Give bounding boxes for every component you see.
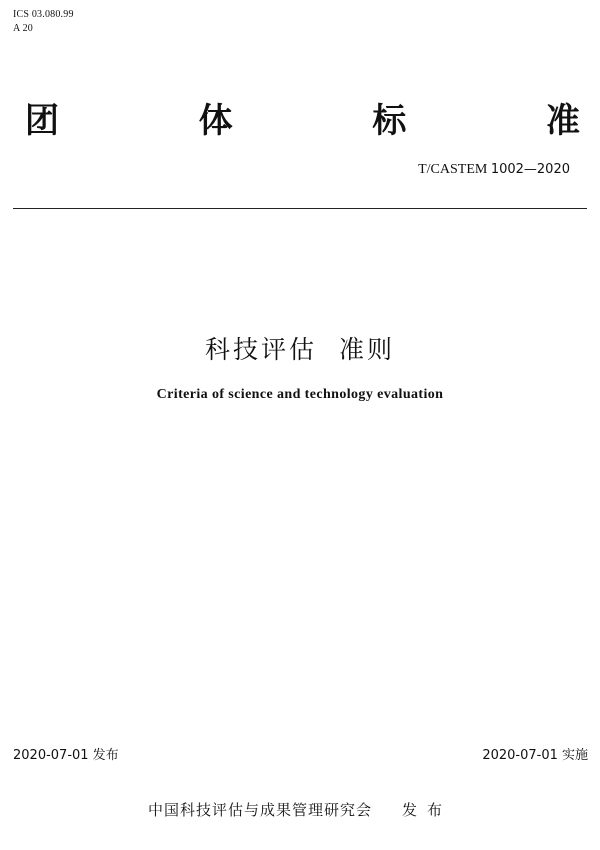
standard-type-heading <box>25 96 580 146</box>
document-title-chinese: 科技评估 准则 <box>205 335 395 364</box>
standard-number-value: 1002—2020 <box>490 162 570 177</box>
standard-number-prefix: T/CASTEM <box>418 162 488 177</box>
issue-date: 2020-07-01 发布 <box>13 748 119 763</box>
implementation-date: 2020-07-01 实施 <box>482 748 588 763</box>
document-title-english: Criteria of science and technology evaluation <box>156 387 444 402</box>
standard-type-char-2: 体 <box>198 101 233 141</box>
standard-type-char-4: 准 <box>545 101 580 141</box>
publisher-organization: 中国科技评估与成果管理研究会 <box>147 801 372 819</box>
ics-classification <box>13 8 74 36</box>
header-divider <box>13 208 587 209</box>
ccs-category: A 20 <box>13 23 33 34</box>
standard-number <box>418 162 570 178</box>
ics-code: ICS 03.080.99 <box>13 9 74 20</box>
publisher-line <box>0 799 600 820</box>
standard-type-char-1: 团 <box>25 101 59 141</box>
standard-type-char-3: 标 <box>372 101 407 141</box>
publisher-action: 发布 <box>402 801 453 819</box>
